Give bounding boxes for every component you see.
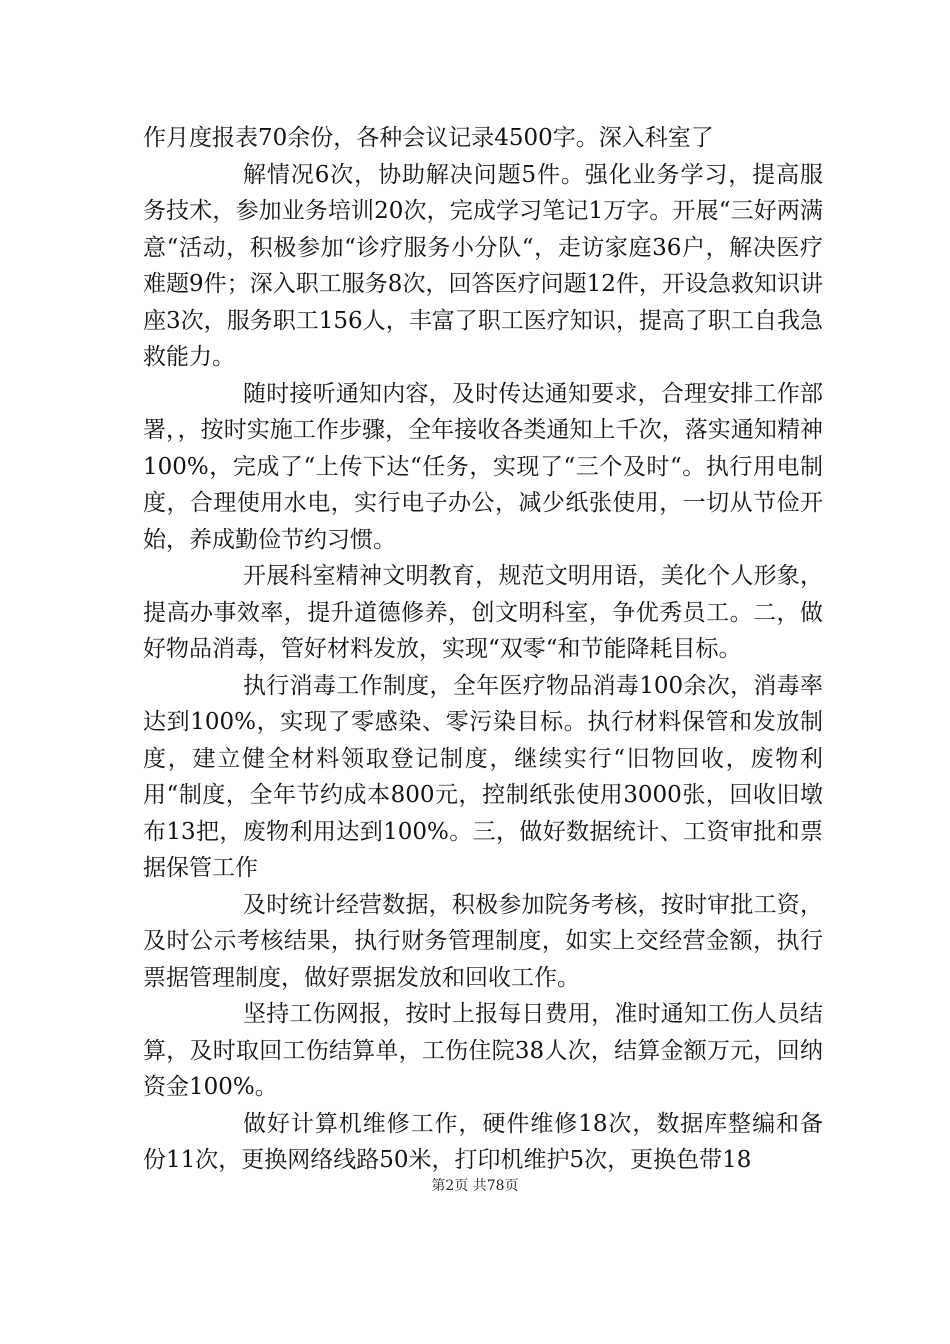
paragraph-4: 开展科室精神文明教育，规范文明用语，美化个人形象，提高办事效率，提升道德修养，创文明科室，争优秀员工。二，做好物品消毒，管好材料发放，实现“双零“和节能降耗目标。 (143, 563, 823, 662)
paragraph-1: 作月度报表70余份，各种会议记录4500字。深入科室了 (143, 125, 714, 151)
paragraph-3: 随时接听通知内容，及时传达通知要求，合理安排工作部署，，按时实施工作步骤，全年接收各类通知上千次，落实通知精神100%，完成了“上传下达“任务，实现了“三个及时“。执行用电制度，合理使用水电，实行电子办公，减少纸张使用，一切从节俭开始，养成勤俭节约习惯。 (143, 380, 823, 553)
paragraph-2: 解情况6次，协助解决问题5件。强化业务学习，提高服务技术，参加业务培训20次，完成学习笔记1万字。开展“三好两满意“活动，积极参加“诊疗服务小分队“，走访家庭36户，解决医疗难题9件；深入职工服务8次，回答医疗问题12件，开设急救知识讲座3次，服务职工156人，丰富了职工医疗知识，提高了职工自我急救能力。 (143, 161, 823, 370)
paragraph-7: 坚持工伤网报，按时上报每日费用，准时通知工伤人员结算，及时取回工伤结算单，工伤住院38人次，结算金额万元，回纳资金100%。 (143, 1001, 823, 1100)
page-number: 第2页 共78页 (431, 1178, 519, 1194)
page-footer (0, 1175, 950, 1195)
document-body (143, 120, 823, 1179)
paragraph-6: 及时统计经营数据，积极参加院务考核，按时审批工资，及时公示考核结果，执行财务管理制度，如实上交经营金额，执行票据管理制度，做好票据发放和回收工作。 (143, 891, 823, 991)
paragraph-5: 执行消毒工作制度，全年医疗物品消毒100余次，消毒率达到100%，实现了零感染、零污染目标。执行材料保管和发放制度，建立健全材料领取登记制度，继续实行“旧物回收，废物利用“制度，全年节约成本800元，控制纸张使用3000张，回收旧墩布13把，废物利用达到100%。三，做好数据统计、工资审批和票据保管工作 (143, 672, 823, 881)
paragraph-8: 做好计算机维修工作，硬件维修18次，数据库整编和备份11次，更换网络线路50米，打印机维护5次，更换色带18 (143, 1110, 823, 1173)
